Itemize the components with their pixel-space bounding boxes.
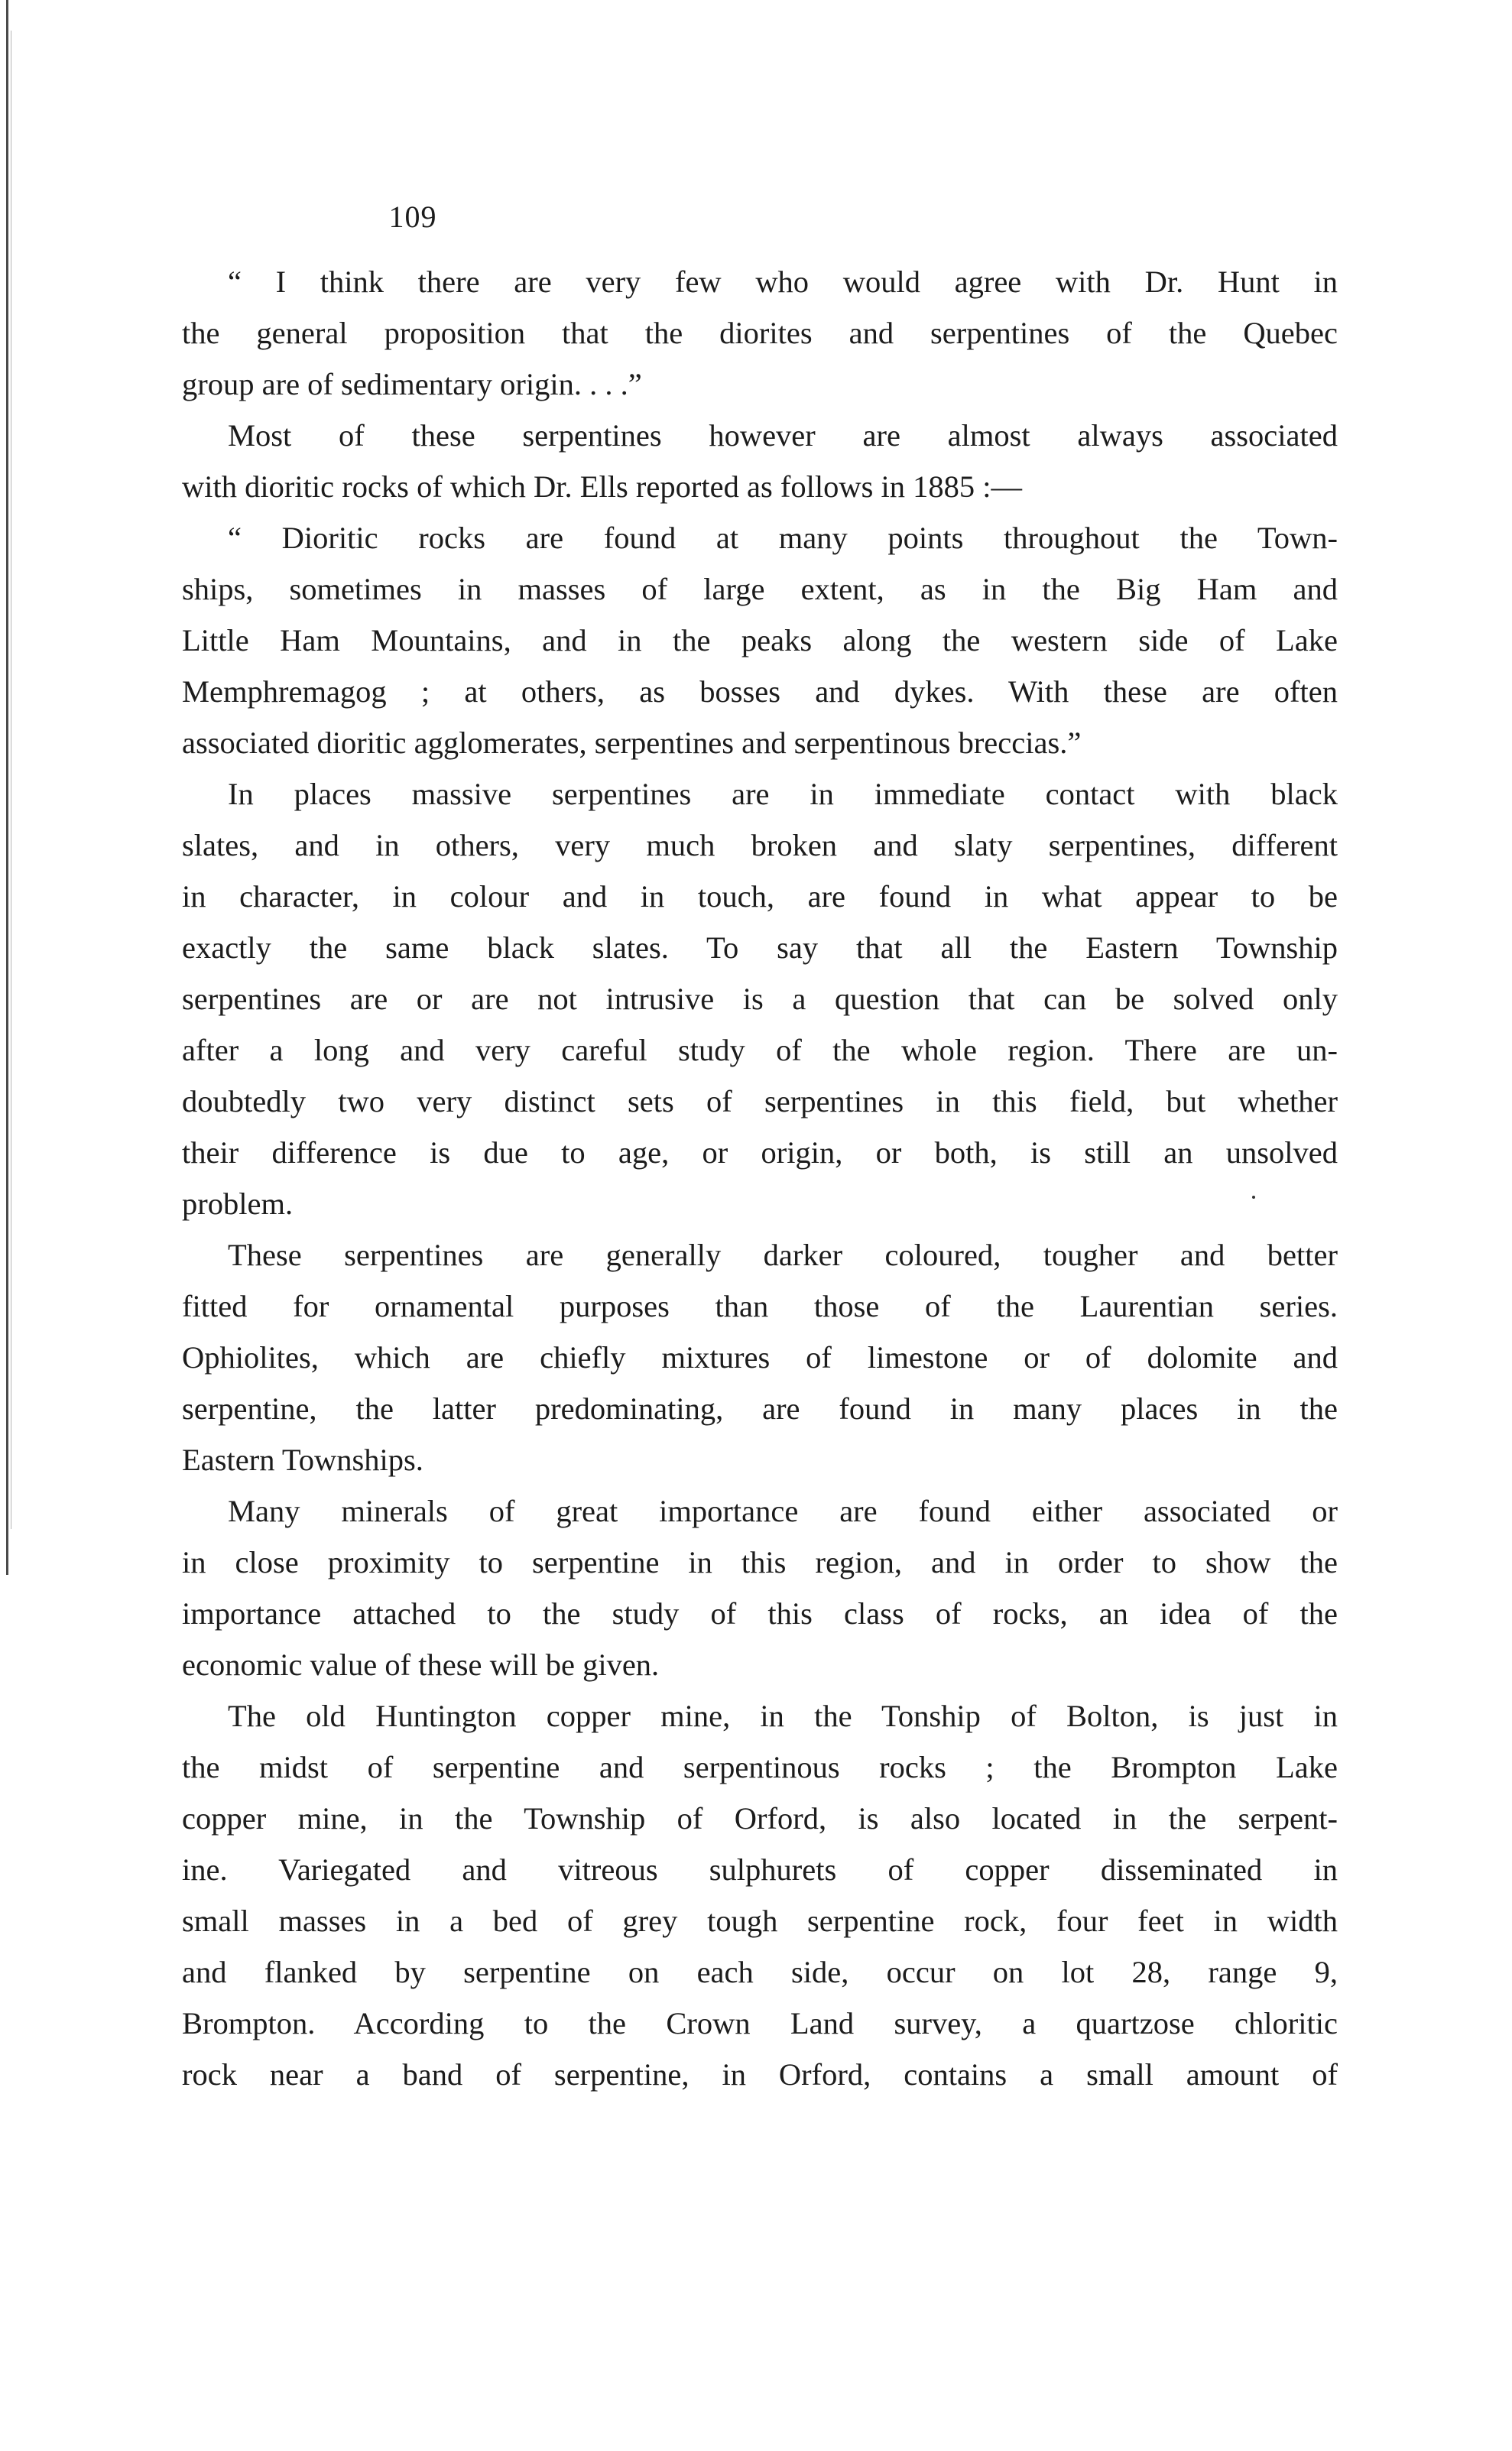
text-line: Many minerals of great importance are found either associated or [228,1494,1338,1528]
text-line: These serpentines are generally darker coloured, tougher and better [228,1238,1338,1272]
text-line: serpentine, the latter predominating, are found in many places in the [182,1391,1338,1426]
text-line: doubtedly two very distinct sets of serpentines in this field, but whether [182,1084,1338,1118]
text-line: in close proximity to serpentine in this region, and in order to show the [182,1545,1338,1579]
text-line: in character, in colour and in touch, are found in what appear to be [182,879,1338,914]
stray-mark [1252,1196,1255,1199]
text-line: importance attached to the study of this class of rocks, an idea of the [182,1596,1338,1631]
text-line: “ I think there are very few who would agree with Dr. Hunt in [228,265,1338,299]
text-line: economic value of these will be given. [182,1648,660,1682]
binding-edge [6,0,8,1575]
text-line: serpentines are or are not intrusive is a question that can be solved only [182,982,1338,1016]
text-line: small masses in a bed of grey tough serpentine rock, four feet in width [182,1904,1338,1938]
text-line: and flanked by serpentine on each side, occur on lot 28, range 9, [182,1955,1338,1989]
text-line: exactly the same black slates. To say that all the Eastern Township [182,930,1338,965]
body-text [182,256,1338,2100]
page-number: 109 [388,200,437,234]
text-line: Ophiolites, which are chiefly mixtures of limestone or of dolomite and [182,1340,1338,1375]
text-line: with dioritic rocks of which Dr. Ells reported as follows in 1885 :— [182,469,1022,504]
text-line: fitted for ornamental purposes than those of the Laurentian series. [182,1289,1338,1323]
text-line: rock near a band of serpentine, in Orford, contains a small amount of [182,2057,1338,2092]
text-line: slates, and in others, very much broken and slaty serpentines, different [182,828,1338,862]
text-line: ine. Variegated and vitreous sulphurets of copper disseminated in [182,1852,1338,1887]
text-line: The old Huntington copper mine, in the Tonship of Bolton, is just in [228,1699,1338,1733]
text-line: Brompton. According to the Crown Land survey, a quartzose chloritic [182,2006,1338,2040]
text-line: “ Dioritic rocks are found at many points throughout the Town- [228,521,1338,555]
text-line: Most of these serpentines however are almost always associated [228,418,1338,453]
text-line: In places massive serpentines are in immediate contact with black [228,777,1338,811]
text-line: Memphremagog ; at others, as bosses and dykes. With these are often [182,674,1338,709]
text-line: ships, sometimes in masses of large extent, as in the Big Ham and [182,572,1338,606]
text-line: group are of sedimentary origin. . . .” [182,367,642,401]
text-line: problem. [182,1187,294,1221]
text-line: the midst of serpentine and serpentinous rocks ; the Brompton Lake [182,1750,1338,1784]
text-line: Eastern Townships. [182,1443,423,1477]
text-line: copper mine, in the Township of Orford, is also located in the serpent- [182,1801,1338,1836]
text-line: their difference is due to age, or origin, or both, is still an unsolved [182,1135,1338,1170]
text-line: the general proposition that the diorites and serpentines of the Quebec [182,316,1338,350]
text-line: after a long and very careful study of the whole region. There are un- [182,1033,1338,1067]
text-line: associated dioritic agglomerates, serpentines and serpentinous breccias.” [182,726,1082,760]
text-line: Little Ham Mountains, and in the peaks along the western side of Lake [182,623,1338,657]
